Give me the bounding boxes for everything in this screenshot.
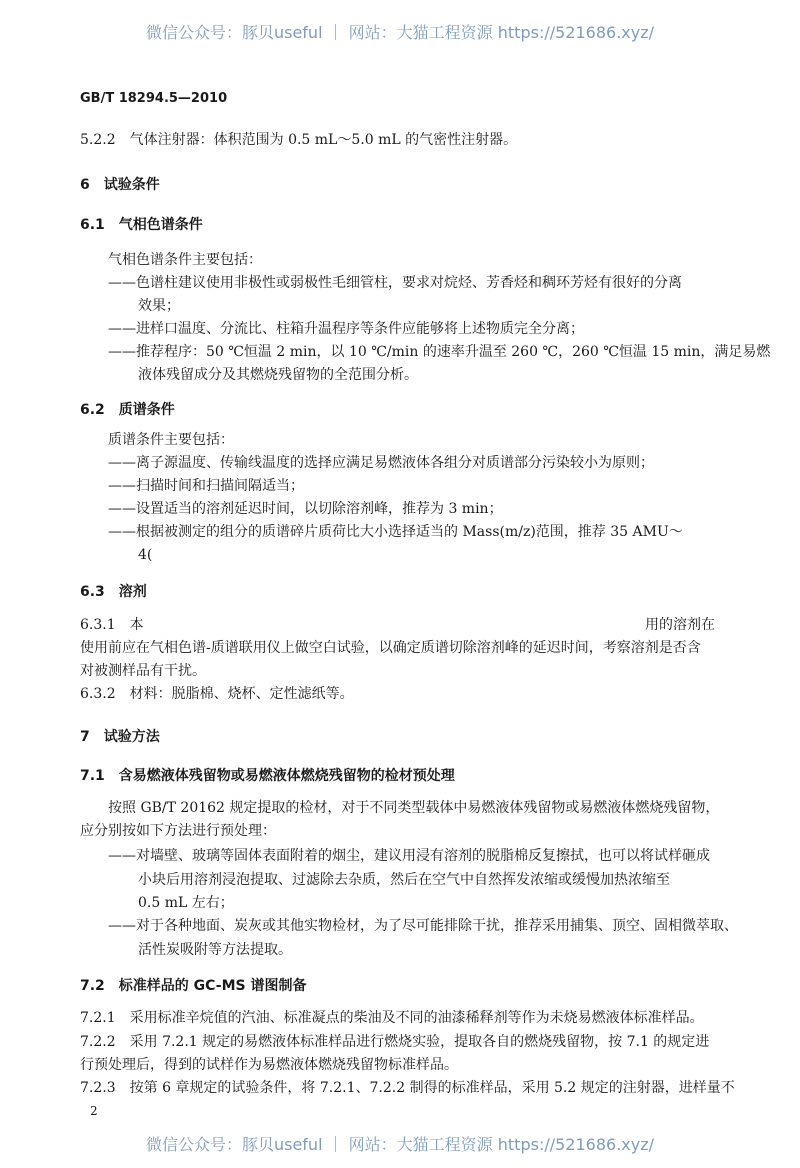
- list-item: ——推荐程序：50 ℃恒温 2 min，以 10 ℃/min 的速率升温至 260 ℃，260 ℃恒温 15 min，满足易燃: [108, 344, 771, 360]
- clause-7-2-1: 7.2.1 采用标准辛烷值的汽油、标准凝点的柴油及不同的油漆稀释剂等作为未烧易燃液体标准样品。: [80, 1010, 704, 1026]
- clause-6-3-1-tail: 用的溶剂在: [645, 617, 715, 633]
- list-item-cont: 4(: [138, 547, 153, 563]
- list-item-cont: 0.5 mL 左右；: [138, 895, 234, 911]
- clause-7-2-2: 7.2.2 采用 7.2.1 规定的易燃液体标准样品进行燃烧实验，提取各自的燃烧残留物，按 7.1 的规定进: [80, 1034, 710, 1050]
- list-item: ——进样口温度、分流比、柱箱升温程序等条件应能够将上述物质完全分离；: [108, 321, 584, 337]
- watermark-top: 微信公众号：豚贝useful ｜ 网站：大猫工程资源 https://521686.xyz/: [145, 23, 655, 42]
- clause-7-2-3: 7.2.3 按第 6 章规定的试验条件，将 7.2.1、7.2.2 制得的标准样品，采用 5.2 规定的注射器，进样量不: [80, 1080, 735, 1096]
- section-7-2-heading: 7.2 标准样品的 GC-MS 谱图制备: [80, 978, 307, 994]
- list-item: ——对于各种地面、炭灰或其他实物检材，为了尽可能排除干扰，推荐采用捕集、顶空、固相微萃取、: [108, 918, 738, 934]
- list-item-cont: 活性炭吸附等方法提取。: [138, 942, 292, 958]
- clause-5-2-2: 5.2.2 气体注射器：体积范围为 0.5 mL～5.0 mL 的气密性注射器。: [80, 132, 518, 148]
- list-item-cont: 液体残留成分及其燃烧残留物的全范围分析。: [138, 367, 418, 383]
- section-7-1-heading: 7.1 含易燃液体残留物或易燃液体燃烧残留物的检材预处理: [80, 768, 455, 784]
- clause-6-3-1: 6.3.1 本: [80, 617, 144, 633]
- list-item-cont: 小块后用溶剂浸泡提取、过滤除去杂质，然后在空气中自然挥发浓缩或缓慢加热浓缩至: [138, 872, 670, 888]
- section-6-2-heading: 6.2 质谱条件: [80, 402, 175, 418]
- list-item: ——色谱柱建议使用非极性或弱极性毛细管柱，要求对烷烃、芳香烃和稠环芳烃有很好的分离: [108, 275, 682, 291]
- paragraph-line: 使用前应在气相色谱-质谱联用仪上做空白试验，以确定质谱切除溶剂峰的延迟时间，考察溶剂是否含: [80, 640, 701, 656]
- paragraph-line: 应分别按如下方法进行预处理：: [80, 823, 276, 839]
- section-6-3-heading: 6.3 溶剂: [80, 584, 147, 600]
- list-item: ——设置适当的溶剂延迟时间，以切除溶剂峰，推荐为 3 min；: [108, 501, 503, 517]
- section-7-heading: 7 试验方法: [80, 729, 160, 745]
- paragraph-line: 按照 GB/T 20162 规定提取的检材，对于不同类型载体中易燃液体残留物或易燃液体燃烧残留物，: [108, 800, 720, 816]
- standard-header: GB/T 18294.5—2010: [80, 91, 228, 106]
- list-item: ——对墙壁、玻璃等固体表面附着的烟尘，建议用浸有溶剂的脱脂棉反复擦拭，也可以将试样砸成: [108, 848, 710, 864]
- list-item: ——扫描时间和扫描间隔适当；: [108, 478, 304, 494]
- paragraph-line: 行预处理后，得到的试样作为易燃液体燃烧残留物标准样品。: [80, 1057, 458, 1073]
- paragraph-line: 对被测样品有干扰。: [80, 663, 206, 679]
- list-item-cont: 效果；: [138, 298, 180, 314]
- page-number: 2: [90, 1104, 98, 1118]
- list-item: ——根据被测定的组分的质谱碎片质荷比大小选择适当的 Mass(m/z)范围，推荐 35 AMU～: [108, 524, 683, 540]
- list-item: ——离子源温度、传输线温度的选择应满足易燃液体各组分对质谱部分污染较小为原则；: [108, 455, 654, 471]
- section-6-1-heading: 6.1 气相色谱条件: [80, 217, 203, 233]
- section-6-heading: 6 试验条件: [80, 177, 160, 193]
- paragraph-line: 气相色谱条件主要包括：: [108, 252, 262, 268]
- paragraph-line: 质谱条件主要包括：: [108, 432, 234, 448]
- watermark-bottom: 微信公众号：豚贝useful ｜ 网站：大猫工程资源 https://521686.xyz/: [145, 1135, 655, 1154]
- clause-6-3-2: 6.3.2 材料：脱脂棉、烧杯、定性滤纸等。: [80, 686, 354, 702]
